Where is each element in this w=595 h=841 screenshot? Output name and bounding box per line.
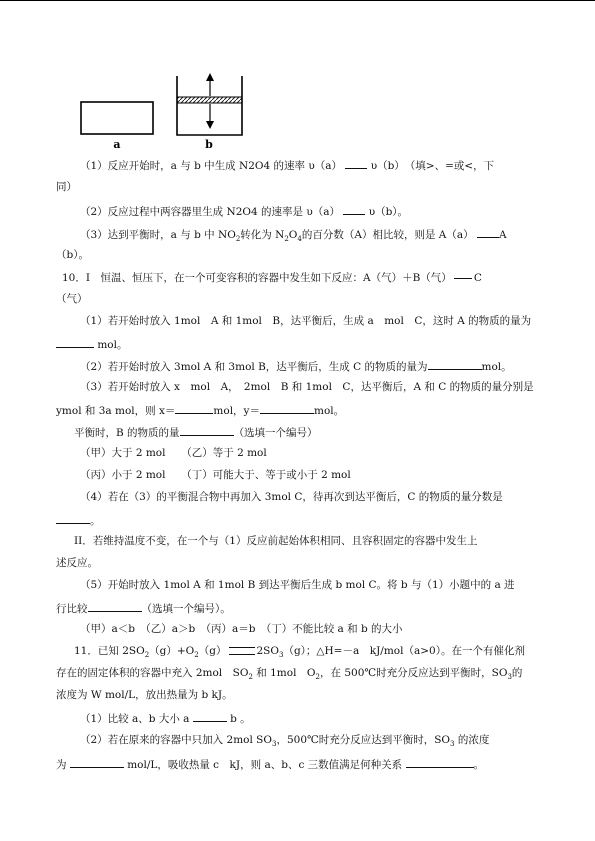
piston <box>177 97 242 103</box>
q10-part5: （5）开始时放入 1mol A 和 1mol B 到达平衡后生成 b mol C。将 b 与（1）小题中的 a 进 <box>80 579 515 591</box>
top-border <box>0 0 595 1</box>
q10-part1-cont: mol。 <box>56 336 127 352</box>
q10-section-ii: II．若维持温度不变，在一个与（1）反应前起始体积相同、且容积固定的容器中发生上 <box>74 535 478 547</box>
q10-part5-cont: 行比较 （选填一个编号）。 <box>56 600 231 616</box>
q11-part1: （1）比较 a、b 大小 a b 。 <box>80 710 251 726</box>
up-arrow-head <box>206 73 214 81</box>
label-b: b <box>205 138 213 151</box>
q9-part3: （3）达到平衡时，a 与 b 中 $NO_2$转化为 $N_2O_4$的百分数（A）相比较，则是 A（a） A <box>80 226 507 242</box>
q10-part3: （3）若开始时放入 x mol A， 2mol B 和 1mol C，达平衡后，A 和 C 的物质的量分别是 <box>80 381 534 393</box>
q11-line3: 浓度为 W mol/L，放出热量为 b kJ。 <box>56 689 233 701</box>
q11-line2: 存在的固定体积的容器中充入 2mol $SO_2$ 和 1mol $O_2$，在 500℃时充分反应达到平衡时，$SO_3$的 <box>56 667 523 682</box>
q10-balance-question: 平衡时，B 的物质的量 （选填一个编号） <box>74 424 318 440</box>
q9-part2: （2）反应过程中两容器里生成 N2O4 的速率是 υ（a） υ（b）。 <box>80 203 408 219</box>
q10-part2: （2）若开始时放入 3mol A 和 3mol B，达平衡后，生成 C 的物质的量为 mol。 <box>80 358 512 374</box>
q9-part1-cont: 同） <box>56 181 77 193</box>
container-a <box>81 102 153 134</box>
q10-heading: 10．Ⅰ 恒温、恒压下，在一个可变容积的容器中发生如下反应：A（气）＋B（气） C <box>62 272 482 284</box>
q10-options-2: （丙）小于 2 mol （丁）可能大于、等于或小于 2 mol <box>80 469 351 481</box>
q10-part4-cont: 。 <box>56 512 101 528</box>
q9-part3-cont: （b）。 <box>56 249 89 261</box>
q10-options-1: （甲）大于 2 mol （乙）等于 2 mol <box>80 447 267 459</box>
q9-part1: （1）反应开始时，a 与 b 中生成 N2O4 的速率 υ（a） υ（b） （填>、=或<，下 <box>80 157 494 173</box>
container-figure <box>76 72 256 152</box>
q10-heading-cont: （气） <box>56 293 88 305</box>
q10-part4: （4）若在（3）的平衡混合物中再加入 3mol C，待再次到达平衡后，C 的物质的量分数是 <box>80 491 503 503</box>
q11-part2-cont: 为 mol/L，吸收热量 c kJ，则 a、b、c 三数值满足何种关系 。 <box>56 756 484 772</box>
q11-line1: 11．已知 $2SO_2(g)+O_2(g)$ $2SO_3(g)$；△H=－a kJ/mol（a>0）。在一个有催化剂 <box>74 645 525 660</box>
down-arrow-head <box>206 121 214 129</box>
q10-options-3: （甲）a＜b （乙）a＞b （丙）a＝b （丁）不能比较 a 和 b 的大小 <box>80 623 403 635</box>
q10-part1: （1）若开始时放入 1mol A 和 1mol B，达平衡后，生成 a mol C，这时 A 的物质的量为 <box>80 315 532 327</box>
label-a: a <box>113 138 121 151</box>
q10-part3-cont: ymol 和 3a mol，则 x＝ mol，y＝ mol。 <box>56 402 344 418</box>
q11-part2: （2）若在原来的容器中只加入 2mol $SO_3$，500℃时充分反应达到平衡时，$SO_3$ 的浓度 <box>80 734 490 749</box>
q10-section-ii-cont: 述反应。 <box>56 557 98 569</box>
